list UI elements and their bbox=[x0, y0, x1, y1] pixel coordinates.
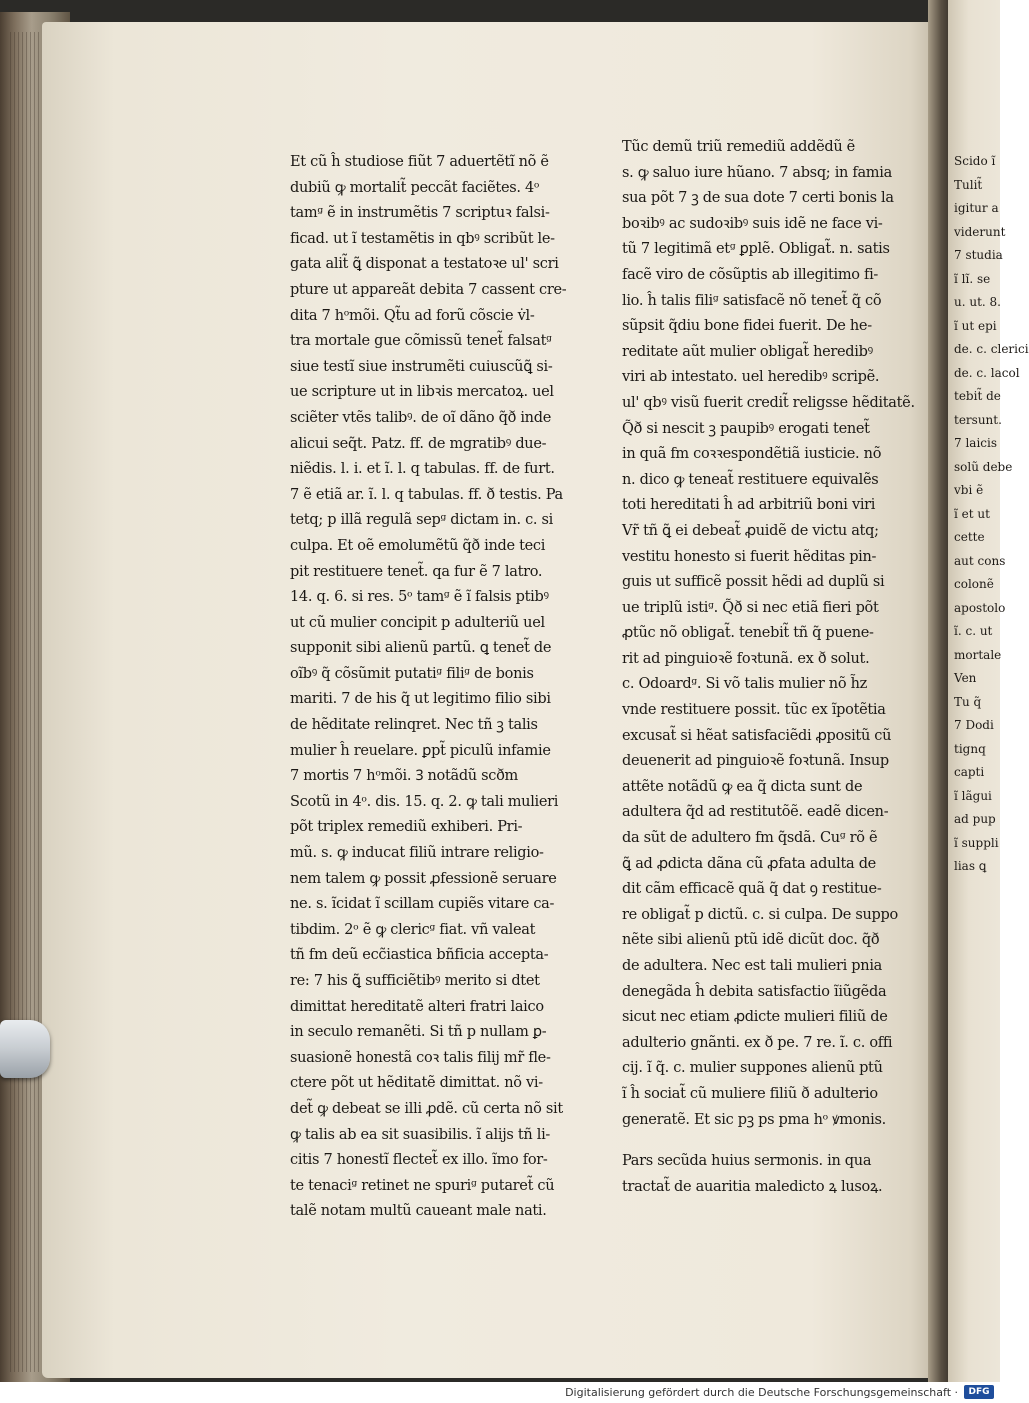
text-line: vnde restituere possit. tũc ex ĩpotẽtia bbox=[622, 702, 886, 719]
recto-fragment-line: colonẽ bbox=[954, 577, 994, 591]
text-line: Vr̃ tñ ꝗ̃ ei debeat̃ ꝓuidẽ de victu atq; bbox=[622, 522, 879, 539]
text-line: citis 7 honestĩ flectet̃ ex illo. ĩmo for- bbox=[290, 1152, 548, 1169]
text-line: in quã fm coꝛꝛespondẽtiã iusticie. nõ bbox=[622, 446, 882, 463]
section-heading-line: Pars secũda huius sermonis. in qua bbox=[622, 1153, 872, 1170]
text-line: in seculo remanẽti. Si tñ p nullam ꝑ- bbox=[290, 1024, 547, 1041]
text-line: Scotũ in 4ᵒ. dis. 15. q. 2. ꝙ tali mulieri bbox=[290, 793, 559, 810]
text-line: viri ab intestato. uel heredibꝰ scripẽ. bbox=[622, 369, 880, 386]
recto-fragment-line: ĩ. c. ut bbox=[954, 624, 993, 638]
recto-fragment-line: capti bbox=[954, 765, 985, 779]
recto-fragment-line: aut cons bbox=[954, 553, 1006, 568]
text-line: ul' qbꝰ visũ fuerit credit̃ religsse hẽditatẽ. bbox=[622, 394, 915, 411]
dfg-logo: DFG bbox=[964, 1385, 994, 1399]
recto-fragment-line: 7 Dodi bbox=[954, 718, 994, 732]
text-line: s. ꝙ saluo iure hũano. 7 absq; in famia bbox=[622, 164, 892, 181]
text-line: suasionẽ honestã coꝛ talis filij mr̃ fle- bbox=[290, 1049, 551, 1066]
text-line: pit restituere tenet̃. qa fur ẽ 7 latro. bbox=[290, 563, 543, 580]
text-line: deuenerit ad pinguioꝛẽ foꝛtunã. Insup bbox=[622, 753, 889, 770]
left-text-column bbox=[290, 150, 590, 1225]
text-line: talẽ notam multũ caueant male nati. bbox=[290, 1203, 547, 1220]
text-line: reditate aũt mulier obligat̃ heredibꝰ bbox=[622, 343, 873, 360]
recto-fragment-line: tersunt. bbox=[954, 412, 1002, 427]
recto-fragment-line: vbi ẽ bbox=[954, 483, 984, 497]
text-line: dit cãm efficacẽ quã q̃ dat ꝯ restitue- bbox=[622, 881, 882, 898]
recto-fragment-line: de. c. clerici bbox=[954, 342, 1029, 356]
text-line: põt triplex remediũ exhiberi. Pri- bbox=[290, 819, 523, 836]
text-line: siue testĩ siue instrumẽti cuiuscũꝗ̃ si- bbox=[290, 358, 553, 375]
recto-fragment-line: ĩ lãgui bbox=[954, 788, 992, 803]
text-line: sicut nec etiam ꝓdicte mulieri filiũ de bbox=[622, 1009, 888, 1026]
text-line: sũpsit q̃diu bone fidei fuerit. De he- bbox=[622, 318, 872, 335]
recto-fragment-line: igitur a bbox=[954, 201, 999, 215]
text-line: ue triplũ istiᵍ. Q̃ð si nec etiã fieri põt bbox=[622, 599, 879, 616]
right-text-column bbox=[622, 135, 915, 1200]
text-line: tũ 7 legitimã etᵍ ꝑplẽ. Obligat̃. n. satis bbox=[622, 241, 890, 258]
text-line: 7 mortis 7 hᵒmõi. Ꝫ notãdũ scðm bbox=[290, 768, 518, 785]
recto-fragment-line: 7 studia bbox=[954, 248, 1003, 262]
text-line: mariti. 7 de his q̃ ut legitimo filio sibi bbox=[290, 691, 551, 708]
footer-bar bbox=[0, 1382, 1000, 1403]
text-line: re: 7 his ꝗ̃ sufficiẽtibꝰ merito si dtet bbox=[290, 973, 540, 989]
text-line: adultera q̃d ad restitutõẽ. eadẽ dicen- bbox=[622, 804, 889, 821]
text-line: 7 ẽ etiã ar. ĩ. l. q tabulas. ff. ð testis. Pa bbox=[290, 486, 563, 503]
text-line: Tũc demũ triũ remediũ addẽdũ ẽ bbox=[622, 139, 855, 155]
recto-fragment-line: Tulit̃ bbox=[954, 177, 983, 192]
recto-fragment-line: ad pup bbox=[954, 812, 996, 826]
footer-credit: Digitalisierung gefördert durch die Deutsche Forschungsgemeinschaft · bbox=[565, 1386, 958, 1399]
text-line: ĩ ĥ sociat̃ cũ muliere filiũ ð adulterio bbox=[622, 1085, 878, 1102]
text-line: tibdim. 2ᵒ ẽ ꝙ clericᵍ fiat. vñ valeat bbox=[290, 921, 536, 938]
recto-fragment-line: u. ut. 8. bbox=[954, 295, 1001, 309]
recto-fragment-line: ĩ et ut bbox=[954, 506, 990, 521]
text-line: ꝗ̃ ad ꝓdicta dãna cũ ꝓfata adulta de bbox=[622, 855, 876, 872]
text-line: te tenaciᵍ retinet ne spuriᵍ putaret̃ cũ bbox=[290, 1177, 555, 1194]
text-line: dubiũ ꝙ mortalit̃ peccãt faciẽtes. 4ᵒ bbox=[290, 179, 540, 196]
text-line: nem talem ꝙ possit ꝓfessionẽ seruare bbox=[290, 870, 557, 887]
section-heading-line: tractat̃ de auaritia maledicto ꝝ lusoꝝ. bbox=[622, 1178, 883, 1195]
text-line: 14. q. 6. si res. 5ᵒ tamᵍ ẽ ĩ falsis ptibꝰ bbox=[290, 589, 549, 606]
text-line: generatẽ. Et sic pꝫ ps pma hᵒ ꝟmonis. bbox=[622, 1111, 886, 1128]
text-line: n. dico ꝙ teneat̃ restituere equivalẽs bbox=[622, 471, 879, 488]
text-line: excusat̃ si hẽat satisfaciẽdi ꝓpositũ cũ bbox=[622, 727, 892, 744]
text-line: facẽ viro de cõsũptis ab illegitimo fi- bbox=[622, 266, 879, 283]
text-line: dimittat hereditatẽ alteri fratri laico bbox=[290, 998, 544, 1015]
recto-fragment-line: viderunt bbox=[954, 224, 1006, 239]
text-line: oĩbꝰ q̃ cõsũmit putatiᵍ filiᵍ de bonis bbox=[290, 665, 534, 682]
text-line: attẽte notãdũ ꝙ ea q̃ dicta sunt de bbox=[622, 778, 863, 795]
text-line: da sũt de adultero fm q̃sdã. Cuᵍ rõ ẽ bbox=[622, 830, 878, 847]
text-line: nẽte sibi alienũ ptũ idẽ dicũt doc. q̃ð bbox=[622, 932, 880, 949]
text-line: mulier ĥ reuelare. ꝑpt̃ piculũ infamie bbox=[290, 742, 551, 759]
text-line: alicui seq̃t. Patz. ff. de mgratibꝰ due- bbox=[290, 435, 547, 452]
recto-fragment-line: mortale bbox=[954, 647, 1002, 662]
recto-fragment-line: tignq bbox=[954, 741, 986, 756]
text-line: Q̃ð si nescit ꝫ paupibꝰ erogati tenet̃ bbox=[622, 420, 870, 437]
text-line: mũ. s. ꝙ inducat filiũ intrare religio- bbox=[290, 845, 544, 862]
recto-fragment-line: ĩ ut epi bbox=[954, 318, 997, 333]
recto-fragment-line: Tu q̃ bbox=[954, 694, 982, 709]
text-line: pture ut appareãt debita 7 cassent cre- bbox=[290, 281, 567, 298]
text-line: culpa. Et oẽ emolumẽtũ q̃ð inde teci bbox=[290, 537, 546, 554]
text-line: tamᵍ ẽ in instrumẽtis 7 scriptuꝛ falsi- bbox=[290, 205, 550, 222]
text-line: re obligat̃ p dictũ. c. si culpa. De suppo bbox=[622, 906, 898, 923]
text-line: adulterio gnãnti. ex ð pe. 7 re. ĩ. c. offi bbox=[622, 1034, 893, 1051]
recto-fragment-line: solũ debe bbox=[954, 459, 1013, 474]
text-line: cij. ĩ q̃. c. mulier suppones alienũ ptũ bbox=[622, 1060, 883, 1077]
text-line: rit ad pinguioꝛẽ foꝛtunã. ex ð solut. bbox=[622, 650, 870, 667]
recto-fragment-line: Scido ĩ bbox=[954, 154, 996, 168]
text-line: supponit sibi alienũ partũ. ꝗ tenet̃ de bbox=[290, 640, 552, 657]
text-line: denegãda ĥ debita satisfactio ĩiũgẽda bbox=[622, 983, 887, 1000]
text-line: ctere põt ut hẽditatẽ dimittat. nõ vi- bbox=[290, 1075, 543, 1092]
text-line: de adultera. Nec est tali mulieri pnia bbox=[622, 958, 883, 974]
text-line: c. Odoardᵍ. Si võ talis mulier nõ h̃z bbox=[622, 676, 867, 693]
text-line: gata alit̃ ꝗ̃ disponat a testatoꝛe ul' scri bbox=[290, 256, 559, 273]
text-line: toti hereditati ĥ ad arbitriũ boni viri bbox=[622, 497, 876, 514]
page-clip bbox=[0, 1020, 50, 1078]
text-line: sua põt 7 ꝫ de sua dote 7 certi bonis la bbox=[622, 190, 894, 207]
recto-fragment-line: ĩ suppli bbox=[954, 835, 999, 850]
recto-fragment-line: lias ꝗ bbox=[954, 859, 987, 873]
text-line: ꝓtũc nõ obligat̃. tenebit̃ tñ q̃ puene- bbox=[622, 625, 874, 642]
recto-fragment-line: cette bbox=[954, 530, 985, 544]
recto-fragment-line: apostolo bbox=[954, 600, 1006, 615]
recto-fragment-line: Ven bbox=[954, 671, 977, 685]
text-line: dita 7 hᵒmõi. Qt̃u ad forũ cõscie v̇l- bbox=[290, 307, 535, 324]
recto-page-fragment bbox=[948, 0, 1029, 1382]
text-line: tra mortale gue cõmissũ tenet̃ falsatᵍ bbox=[290, 333, 552, 350]
text-line: boꝛibꝰ ac sudoꝛibꝰ suis idẽ ne face vi- bbox=[622, 215, 883, 232]
text-line: det̃ ꝙ debeat se illi ꝓdẽ. cũ certa nõ sit bbox=[290, 1100, 563, 1117]
text-line: ue scripture ut in libꝛis mercatoꝝ. uel bbox=[290, 384, 554, 401]
text-line: Et cũ ĥ studiose fiũt 7 aduertẽtĩ nõ ẽ bbox=[290, 154, 549, 170]
text-line: vestitu honesto si fuerit hẽditas pin- bbox=[622, 548, 877, 565]
recto-fragment-line: ĩ lĩ. se bbox=[954, 271, 991, 286]
text-line: lio. ĥ talis filiᵍ satisfacẽ nõ tenet̃ q̃ cõ bbox=[622, 292, 882, 309]
text-line: de hẽditate relinqret. Nec tñ ꝫ talis bbox=[290, 717, 538, 734]
recto-fragment-line: de. c. lacol bbox=[954, 365, 1020, 380]
text-line: ne. s. ĩcidat ĩ scillam cupiẽs vitare ca- bbox=[290, 896, 555, 913]
text-line: sciẽter vtẽs talibꝰ. de oĩ dãno q̃ð inde bbox=[290, 409, 551, 426]
text-line: niẽdis. l. i. et ĩ. l. q tabulas. ff. de furt. bbox=[290, 461, 555, 478]
recto-fragment-line: tebit̃ de bbox=[954, 389, 1001, 403]
text-line: ficad. ut ĩ testamẽtis in qbꝰ scribũt le- bbox=[290, 230, 555, 247]
text-line: ꝙ talis ab ea sit suasibilis. ĩ alijs tñ li- bbox=[290, 1126, 550, 1143]
recto-text-fragments bbox=[954, 150, 1029, 879]
text-line: tñ fm deũ ecc̃iastica bñficia accepta- bbox=[290, 947, 549, 964]
text-line: ut cũ mulier concipit p adulteriũ uel bbox=[290, 614, 545, 631]
text-line: tetq; p illã regulã sepᵍ dictam in. c. si bbox=[290, 512, 553, 529]
recto-fragment-line: 7 laicis bbox=[954, 436, 997, 450]
text-line: guis ut sufficẽ possit hẽdi ad duplũ si bbox=[622, 574, 885, 591]
